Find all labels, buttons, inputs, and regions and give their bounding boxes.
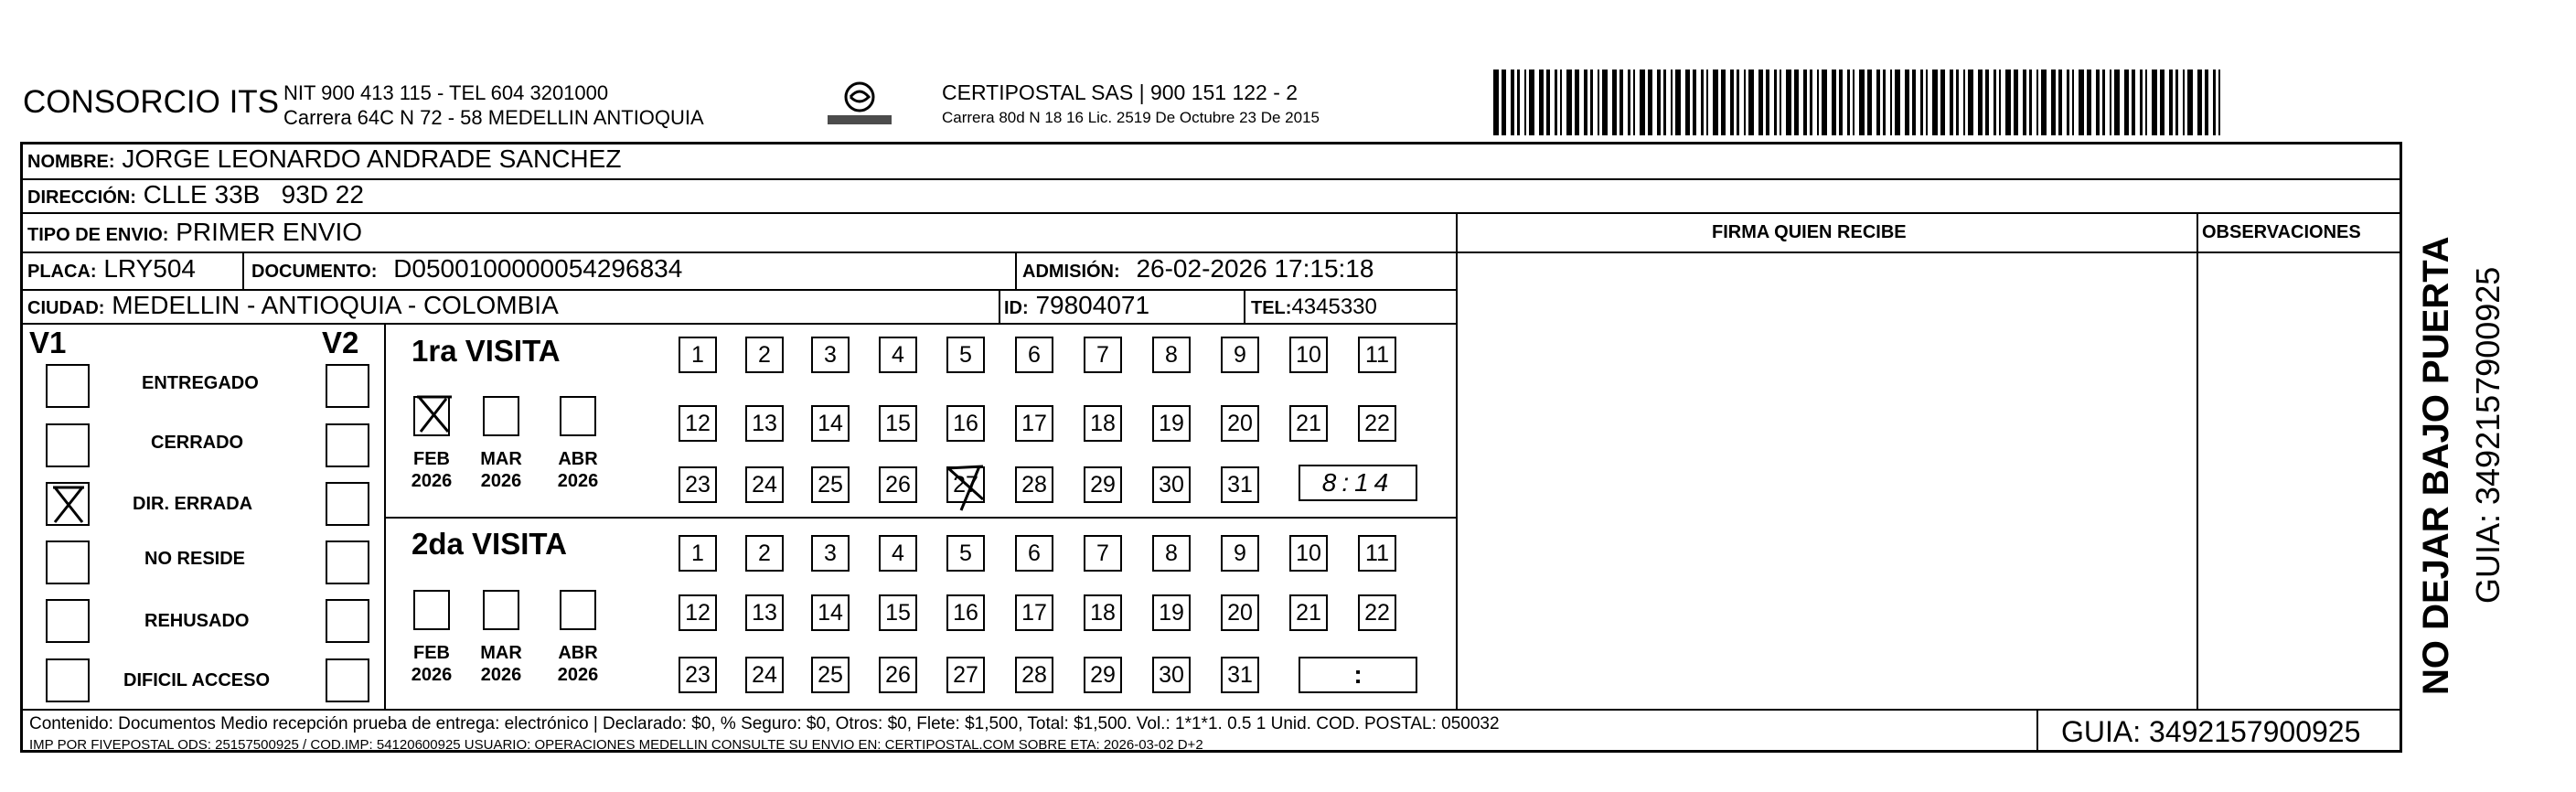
second-visit-day-7[interactable]: 7 [1084, 535, 1122, 572]
nombre-field [27, 144, 621, 174]
first-visit-day-5[interactable]: 5 [946, 337, 985, 373]
first-visit-day-20[interactable]: 20 [1221, 405, 1259, 442]
status-label: CERRADO [151, 433, 244, 453]
row-line [20, 323, 1456, 325]
footer-content-line: Contenido: Documentos Medio recepción prueba de entrega: electrónico | Declarado: $0, % Seguro: $0, Otros: $0, Flete: $1,500, Total: $1,500. Vol.: 1*1*1. 0.5 1 Unid. COD. POSTAL: 050032 [29, 714, 1500, 733]
first-visit-day-26[interactable]: 26 [879, 466, 917, 503]
month-name: ABR [558, 643, 598, 663]
footer-guia: GUIA: 3492157900925 [2061, 715, 2361, 748]
first-visit-month-mar[interactable] [483, 396, 519, 436]
second-visit-day-8[interactable]: 8 [1152, 535, 1191, 572]
second-visit-day-6[interactable]: 6 [1015, 535, 1053, 572]
second-visit-day-29[interactable]: 29 [1084, 657, 1122, 693]
month-label [550, 448, 605, 492]
admision-field [1022, 254, 1374, 284]
certipostal-info [942, 80, 1320, 130]
ciudad-label: CIUDAD: [27, 298, 105, 318]
first-visit-month-abr[interactable] [560, 396, 596, 436]
tel-label: TEL: [1251, 298, 1292, 318]
first-visit-day-18[interactable]: 18 [1084, 405, 1122, 442]
v2-checkbox-dificil-acceso[interactable] [326, 658, 369, 702]
v1-checkbox-no-reside[interactable] [46, 540, 90, 584]
first-visit-day-21[interactable]: 21 [1289, 405, 1328, 442]
certipostal-line: CERTIPOSTAL SAS | 900 151 122 - 2 [942, 80, 1299, 104]
first-visit-day-2[interactable]: 2 [745, 337, 784, 373]
month-label [404, 642, 459, 686]
second-visit-day-23[interactable]: 23 [679, 657, 717, 693]
month-year: 2026 [480, 471, 522, 491]
col-line [2197, 212, 2198, 709]
second-visit-time: : [1353, 660, 1363, 689]
row-line [384, 517, 1456, 519]
month-year: 2026 [411, 665, 453, 685]
direccion-field [27, 180, 364, 209]
second-visit-month-feb[interactable] [413, 590, 450, 630]
second-visit-month-abr[interactable] [560, 590, 596, 630]
first-visit-day-12[interactable]: 12 [679, 405, 717, 442]
first-visit-day-17[interactable]: 17 [1015, 405, 1053, 442]
v2-checkbox-no-reside[interactable] [326, 540, 369, 584]
month-label [404, 448, 459, 492]
direccion-value: CLLE 33B 93D 22 [143, 180, 364, 209]
certipostal-address: Carrera 80d N 18 16 Lic. 2519 De Octubre 23 De 2015 [942, 109, 1320, 126]
tipo-field [27, 218, 362, 247]
second-visit-day-9[interactable]: 9 [1221, 535, 1259, 572]
month-name: ABR [558, 449, 598, 469]
status-label: DIR. ERRADA [133, 494, 253, 514]
first-visit-day-30[interactable]: 30 [1152, 466, 1191, 503]
first-visit-day-8[interactable]: 8 [1152, 337, 1191, 373]
second-visit-day-22[interactable]: 22 [1358, 594, 1396, 631]
first-visit-day-7[interactable]: 7 [1084, 337, 1122, 373]
month-year: 2026 [480, 665, 522, 685]
documento-value: D0500100000054296834 [393, 254, 683, 283]
firma-heading: FIRMA QUIEN RECIBE [1712, 222, 1907, 242]
admision-value: 26-02-2026 17:15:18 [1136, 254, 1374, 283]
row-line [20, 178, 2402, 180]
v2-checkbox-dir-errada[interactable] [326, 482, 369, 526]
direccion-label: DIRECCIÓN: [27, 187, 136, 208]
first-visit-day-4[interactable]: 4 [879, 337, 917, 373]
first-visit-day-3[interactable]: 3 [811, 337, 850, 373]
placa-value: LRY504 [103, 254, 197, 283]
first-visit-day-14[interactable]: 14 [811, 405, 850, 442]
status-label: DIFICIL ACCESO [123, 670, 271, 690]
second-visit-day-16[interactable]: 16 [946, 594, 985, 631]
documento-field [251, 254, 682, 284]
v2-checkbox-cerrado[interactable] [326, 423, 369, 467]
row-line [1456, 252, 2402, 253]
first-visit-time-box[interactable] [1299, 465, 1417, 501]
month-name: MAR [480, 643, 522, 663]
second-visit-day-15[interactable]: 15 [879, 594, 917, 631]
row-line [20, 709, 2402, 711]
second-visit-day-31[interactable]: 31 [1221, 657, 1259, 693]
second-visit-day-28[interactable]: 28 [1015, 657, 1053, 693]
status-label: NO RESIDE [144, 549, 246, 569]
first-visit-day-11[interactable]: 11 [1358, 337, 1396, 373]
v1-checkbox-cerrado[interactable] [46, 423, 90, 467]
id-field [1004, 291, 1149, 320]
col-line [1244, 289, 1245, 323]
barcode [1493, 70, 2225, 135]
col-line [1456, 212, 1458, 709]
month-label [550, 642, 605, 686]
first-visit-day-1[interactable]: 1 [679, 337, 717, 373]
ciudad-value: MEDELLIN - ANTIOQUIA - COLOMBIA [112, 291, 559, 319]
second-visit-time-box[interactable] [1299, 657, 1417, 693]
row-line [20, 212, 2402, 214]
first-visit-day-31[interactable]: 31 [1221, 466, 1259, 503]
nombre-value: JORGE LEONARDO ANDRADE SANCHEZ [122, 144, 622, 173]
certipostal-logo [814, 79, 905, 134]
tipo-label: TIPO DE ENVIO: [27, 225, 169, 245]
second-visit-day-18[interactable]: 18 [1084, 594, 1122, 631]
documento-label: DOCUMENTO: [251, 262, 378, 282]
second-visit-day-12[interactable]: 12 [679, 594, 717, 631]
first-visit-day-25[interactable]: 25 [811, 466, 850, 503]
second-visit-day-5[interactable]: 5 [946, 535, 985, 572]
second-visit-day-21[interactable]: 21 [1289, 594, 1328, 631]
observaciones-heading: OBSERVACIONES [2202, 222, 2361, 242]
v2-checkbox-entregado[interactable] [326, 364, 369, 408]
second-visit-month-mar[interactable] [483, 590, 519, 630]
tipo-value: PRIMER ENVIO [176, 218, 363, 246]
id-value: 79804071 [1035, 291, 1150, 319]
first-visit-day-10[interactable]: 10 [1289, 337, 1328, 373]
admision-label: ADMISIÓN: [1022, 262, 1120, 282]
col-line [1015, 252, 1017, 289]
handwritten-check-mark [412, 391, 455, 437]
month-label [474, 448, 529, 492]
side-warning: NO DEJAR BAJO PUERTA [2416, 236, 2456, 695]
second-visit-day-14[interactable]: 14 [811, 594, 850, 631]
slip-frame [20, 142, 2402, 753]
second-visit-day-10[interactable]: 10 [1289, 535, 1328, 572]
first-visit-day-9[interactable]: 9 [1221, 337, 1259, 373]
nombre-label: NOMBRE: [27, 152, 115, 172]
handwritten-check-mark [46, 482, 91, 528]
first-visit-day-22[interactable]: 22 [1358, 405, 1396, 442]
second-visit-day-19[interactable]: 19 [1152, 594, 1191, 631]
col-line [242, 252, 244, 289]
first-visit-day-24[interactable]: 24 [745, 466, 784, 503]
v1-checkbox-entregado[interactable] [46, 364, 90, 408]
month-year: 2026 [411, 471, 453, 491]
first-visit-time: 8:14 [1321, 468, 1395, 497]
ciudad-field [27, 291, 559, 320]
first-visit-day-19[interactable]: 19 [1152, 405, 1191, 442]
handwritten-check-mark [943, 463, 989, 512]
second-visit-title: 2da VISITA [412, 527, 567, 561]
first-visit-day-27[interactable]: 27 [946, 466, 985, 503]
id-label: ID: [1004, 298, 1029, 318]
first-visit-day-13[interactable]: 13 [745, 405, 784, 442]
second-visit-day-2[interactable]: 2 [745, 535, 784, 572]
first-visit-day-6[interactable]: 6 [1015, 337, 1053, 373]
month-name: FEB [413, 449, 450, 469]
col-line [384, 323, 386, 709]
nit-line: NIT 900 413 115 - TEL 604 3201000 [283, 81, 609, 104]
second-visit-day-25[interactable]: 25 [811, 657, 850, 693]
v1-heading: V1 [29, 326, 67, 359]
first-visit-day-16[interactable]: 16 [946, 405, 985, 442]
company-info [283, 80, 704, 130]
tel-field [1251, 291, 1377, 320]
side-guia: GUIA: 3492157900925 [2469, 266, 2507, 604]
second-visit-day-27[interactable]: 27 [946, 657, 985, 693]
second-visit-day-3[interactable]: 3 [811, 535, 850, 572]
second-visit-day-24[interactable]: 24 [745, 657, 784, 693]
col-line [999, 289, 1000, 323]
company-name: CONSORCIO ITS [23, 84, 280, 120]
month-name: MAR [480, 449, 522, 469]
status-label: REHUSADO [144, 611, 250, 631]
first-visit-day-29[interactable]: 29 [1084, 466, 1122, 503]
footer-print-line: IMP POR FIVEPOSTAL ODS: 25157500925 / COD.IMP: 54120600925 USUARIO: OPERACIONES MEDELLIN CONSULTE SU ENVIO EN: CERTIPOSTAL.COM SOBRE ETA: 2026-03-02 D+2 [29, 737, 1203, 753]
first-visit-day-23[interactable]: 23 [679, 466, 717, 503]
v2-heading: V2 [322, 326, 359, 359]
second-visit-day-20[interactable]: 20 [1221, 594, 1259, 631]
placa-label: PLACA: [27, 262, 97, 282]
v1-checkbox-dificil-acceso[interactable] [46, 658, 90, 702]
placa-field [27, 254, 196, 284]
first-visit-day-28[interactable]: 28 [1015, 466, 1053, 503]
second-visit-day-30[interactable]: 30 [1152, 657, 1191, 693]
status-label: ENTREGADO [142, 373, 259, 393]
second-visit-day-13[interactable]: 13 [745, 594, 784, 631]
col-line [2036, 709, 2038, 753]
tel-value: 4345330 [1291, 294, 1377, 319]
second-visit-day-4[interactable]: 4 [879, 535, 917, 572]
second-visit-day-26[interactable]: 26 [879, 657, 917, 693]
month-year: 2026 [557, 471, 599, 491]
first-visit-title: 1ra VISITA [412, 334, 561, 368]
month-name: FEB [413, 643, 450, 663]
v2-checkbox-rehusado[interactable] [326, 599, 369, 643]
month-label [474, 642, 529, 686]
second-visit-day-1[interactable]: 1 [679, 535, 717, 572]
first-visit-day-15[interactable]: 15 [879, 405, 917, 442]
month-year: 2026 [557, 665, 599, 685]
v1-checkbox-rehusado[interactable] [46, 599, 90, 643]
second-visit-day-17[interactable]: 17 [1015, 594, 1053, 631]
second-visit-day-11[interactable]: 11 [1358, 535, 1396, 572]
address-line: Carrera 64C N 72 - 58 MEDELLIN ANTIOQUIA [283, 106, 704, 129]
